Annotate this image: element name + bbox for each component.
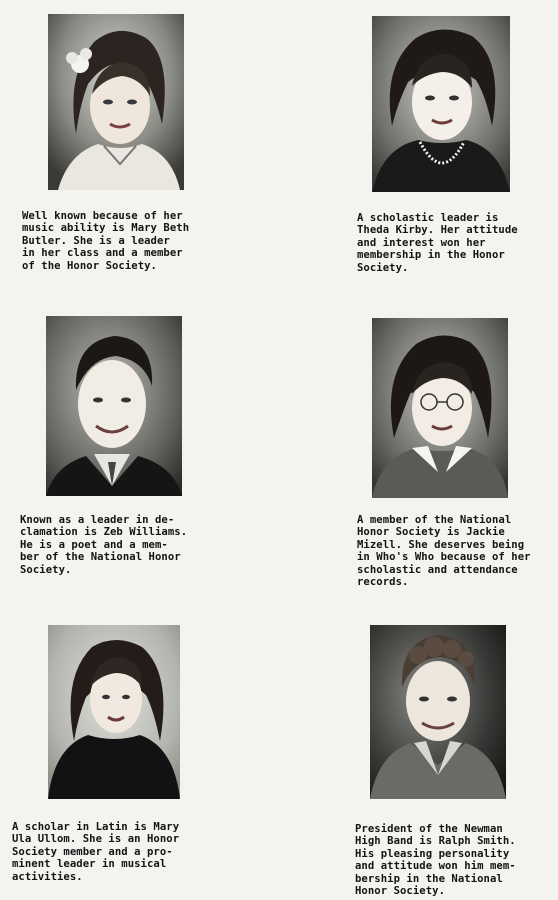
portrait-photo-mary-beth-butler	[48, 14, 184, 190]
caption-theda-kirby: A scholastic leader is Theda Kirby. Her attitude and interest won her membership in the Honor Society.	[357, 212, 518, 274]
portrait-photo-boy-curly-icon	[370, 625, 506, 799]
portrait-photo-girl-pearls-icon	[372, 16, 510, 192]
caption-jackie-mizell: A member of the National Honor Society is Jackie Mizell. She deserves being in Who's Who because of her scholastic and attendance records.	[357, 514, 531, 589]
portrait-photo-girl-glasses-icon	[372, 318, 508, 498]
caption-zeb-williams: Known as a leader in de- clamation is Zeb Williams. He is a poet and a mem- ber of the National Honor Society.	[20, 514, 188, 576]
portrait-photo-boy-suit-icon	[46, 316, 182, 496]
caption-mary-ula-ullom: A scholar in Latin is Mary Ula Ullom. She is an Honor Society member and a pro- minent leader in musical activities.	[12, 821, 180, 883]
portrait-photo-mary-ula-ullom	[48, 625, 180, 799]
portrait-photo-ralph-smith	[370, 625, 506, 799]
caption-ralph-smith: President of the Newman High Band is Ralph Smith. His pleasing personality and attitude won him mem- bership in the National Honor Society.	[355, 823, 516, 898]
portrait-photo-zeb-williams	[46, 316, 182, 496]
caption-mary-beth-butler: Well known because of her music ability is Mary Beth Butler. She is a leader in her class and a member of the Honor Society.	[22, 210, 190, 272]
portrait-photo-jackie-mizell	[372, 318, 508, 498]
portrait-photo-theda-kirby	[372, 16, 510, 192]
portrait-photo-girl-dark-sweater-icon	[48, 625, 180, 799]
portrait-photo-girl-flower-icon	[48, 14, 184, 190]
